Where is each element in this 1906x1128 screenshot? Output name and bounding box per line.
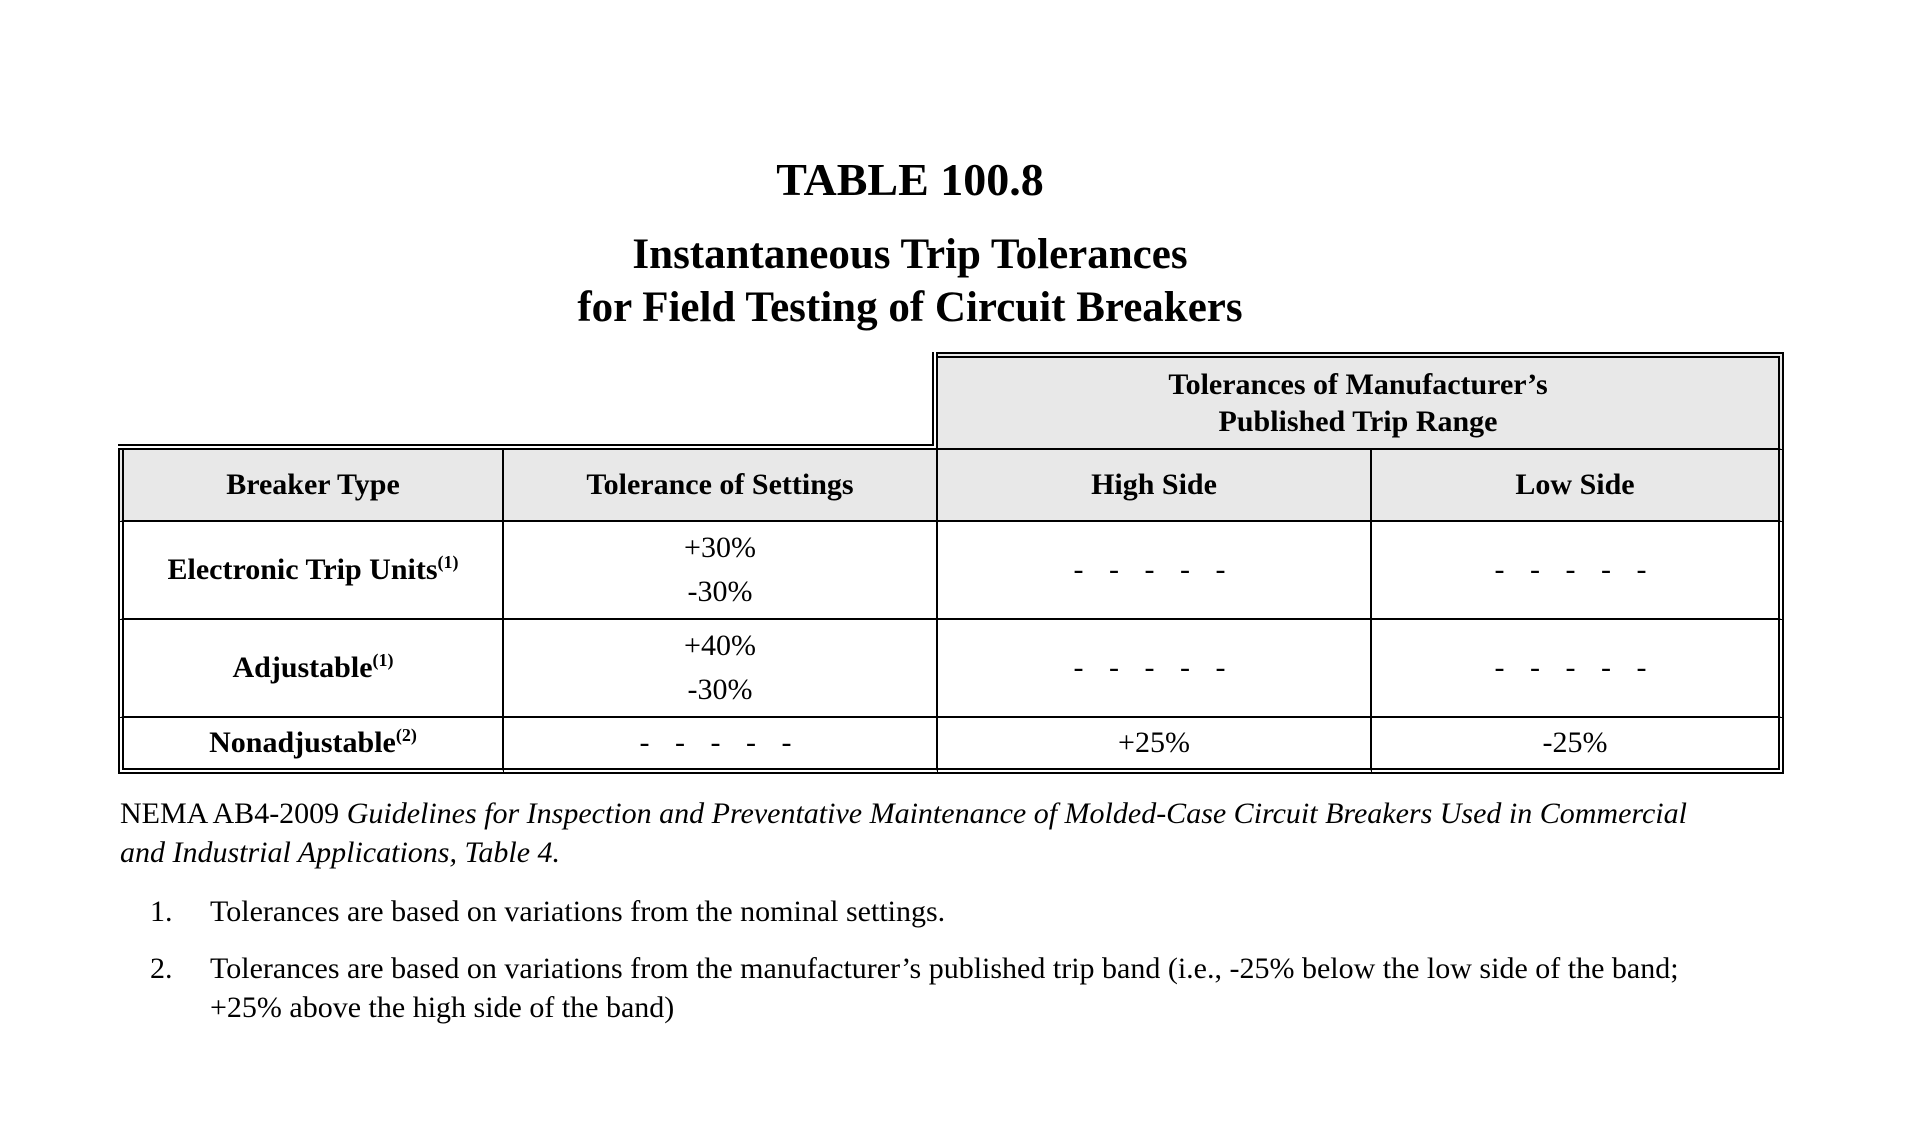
footnote-item [120, 949, 1720, 1027]
breaker-type-label: Adjustable [232, 651, 373, 684]
settings-plus-value: +40% [684, 629, 756, 662]
breaker-type-cell [118, 522, 504, 620]
high-side-cell: +25% [938, 718, 1372, 774]
trip-tolerance-table [118, 352, 1784, 774]
high-side-cell: - - - - - [938, 522, 1372, 620]
low-side-cell: - - - - - [1372, 620, 1784, 718]
settings-cell: - - - - - [504, 718, 938, 774]
footnote-number: 2. [150, 952, 173, 985]
footnote-item [120, 892, 1720, 931]
low-side-cell: -25% [1372, 718, 1784, 774]
low-side-cell: - - - - - [1372, 522, 1784, 620]
settings-minus-value: -30% [687, 673, 753, 706]
footnote-ref: (2) [395, 725, 417, 745]
footnote-ref: (1) [372, 650, 394, 670]
settings-minus-value: -30% [687, 575, 753, 608]
high-side-cell: - - - - - [938, 620, 1372, 718]
table-number: TABLE 100.8 [776, 154, 1044, 205]
table-row [118, 620, 1784, 718]
footnotes-list [120, 892, 1720, 1045]
table-corner-blank [118, 352, 938, 450]
table-title [0, 228, 1820, 334]
footnote-text: Tolerances are based on variations from the nominal settings. [210, 895, 946, 928]
table-title-line-2: for Field Testing of Circuit Breakers [577, 284, 1243, 331]
breaker-type-cell [118, 620, 504, 718]
source-citation [120, 794, 1720, 872]
column-header-breaker-type: Breaker Type [118, 450, 504, 522]
table-row [118, 522, 1784, 620]
column-header-low-side: Low Side [1372, 450, 1784, 522]
source-prefix: NEMA AB4-2009 [120, 797, 347, 830]
column-header-tolerance-settings: Tolerance of Settings [504, 450, 938, 522]
settings-plus-value: +30% [684, 531, 756, 564]
group-header-trip-range [938, 352, 1784, 450]
group-header-line-2: Published Trip Range [1218, 405, 1498, 438]
breaker-type-label: Nonadjustable [209, 726, 396, 759]
settings-cell [504, 522, 938, 620]
settings-cell [504, 620, 938, 718]
breaker-type-label: Electronic Trip Units [167, 553, 438, 586]
table-title-line-1: Instantaneous Trip Tolerances [632, 231, 1188, 278]
source-title: Guidelines for Inspection and Preventative Maintenance of Molded-Case Circuit Breakers Used in Commercial and Industrial Applications, Table 4. [120, 797, 1687, 869]
column-header-high-side: High Side [938, 450, 1372, 522]
breaker-type-cell [118, 718, 504, 774]
group-header-line-1: Tolerances of Manufacturer’s [1168, 368, 1548, 401]
footnote-text: Tolerances are based on variations from the manufacturer’s published trip band (i.e., -25% below the low side of the band; +25% above the high side of the band) [210, 952, 1679, 1024]
footnote-ref: (1) [437, 552, 459, 572]
table-row [118, 718, 1784, 774]
footnote-number: 1. [150, 895, 173, 928]
